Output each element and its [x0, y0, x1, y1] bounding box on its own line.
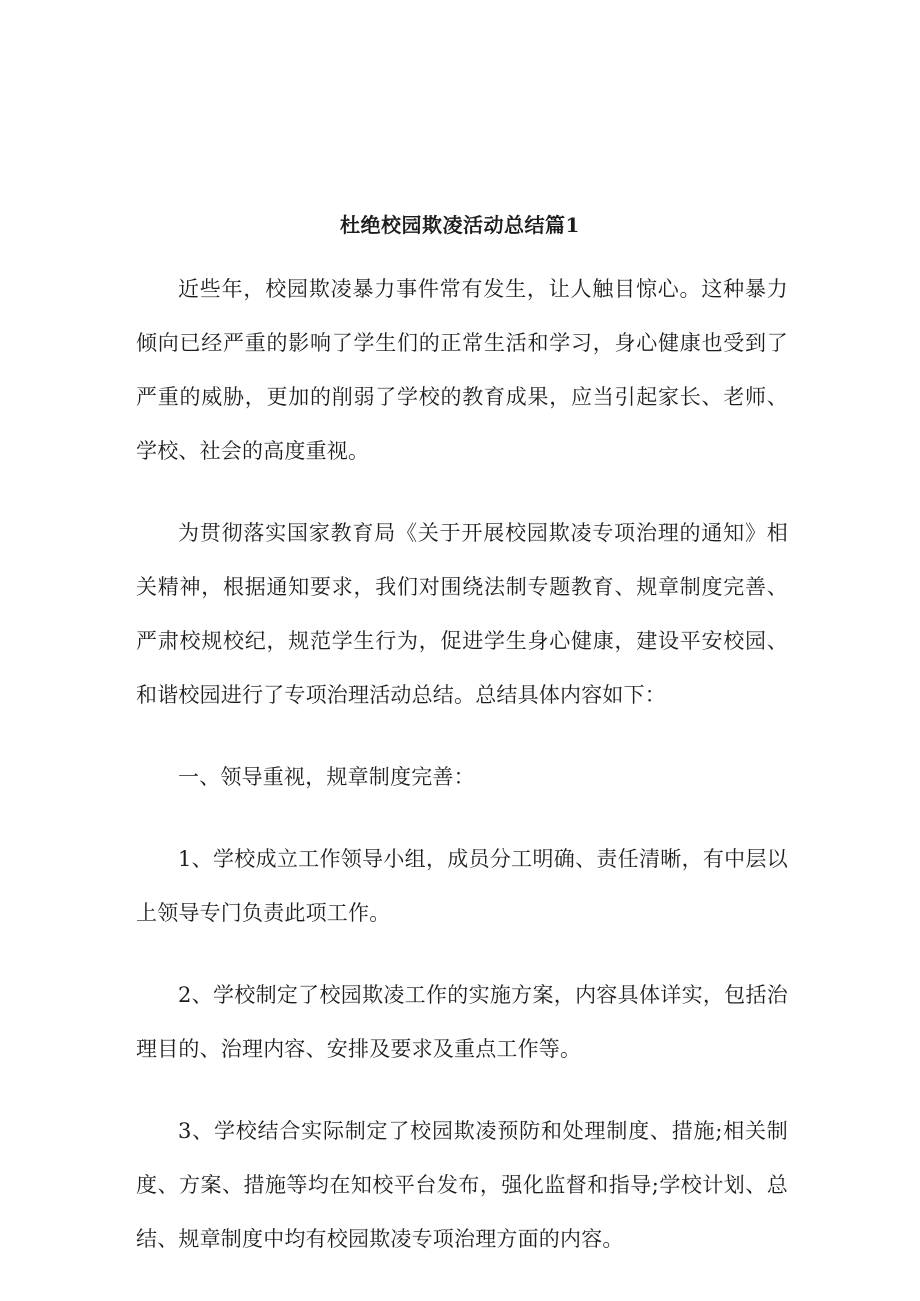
document-title: 杜绝校园欺凌活动总结篇1	[340, 213, 580, 237]
paragraph-purpose: 为贯彻落实国家教育局《关于开展校园欺凌专项治理的通知》相关精神，根据通知要求，我们对围绕法制专题教育、规章制度完善、严肃校规校纪，规范学生行为，促进学生身心健康，建设平安校园、和谐校园进行了专项治理活动总结。总结具体内容如下：	[136, 521, 788, 707]
document-body	[136, 262, 788, 1294]
paragraph-intro: 近些年，校园欺凌暴力事件常有发生，让人触目惊心。这种暴力倾向已经严重的影响了学生们的正常生活和学习，身心健康也受到了严重的威胁，更加的削弱了学校的教育成果，应当引起家长、老师、学校、社会的高度重视。	[136, 277, 788, 463]
paragraph-item-1: 1、学校成立工作领导小组，成员分工明确、责任清晰，有中层以上领导专门负责此项工作。	[136, 847, 788, 925]
section-heading-leadership: 一、领导重视，规章制度完善：	[178, 765, 475, 789]
paragraph-item-2: 2、学校制定了校园欺凌工作的实施方案，内容具体详实，包括治理目的、治理内容、安排及要求及重点工作等。	[136, 983, 788, 1061]
paragraph-item-3: 3、学校结合实际制定了校园欺凌预防和处理制度、措施;相关制度、方案、措施等均在知校平台发布，强化监督和指导;学校计划、总结、规章制度中均有校园欺凌专项治理方面的内容。	[136, 1119, 788, 1251]
